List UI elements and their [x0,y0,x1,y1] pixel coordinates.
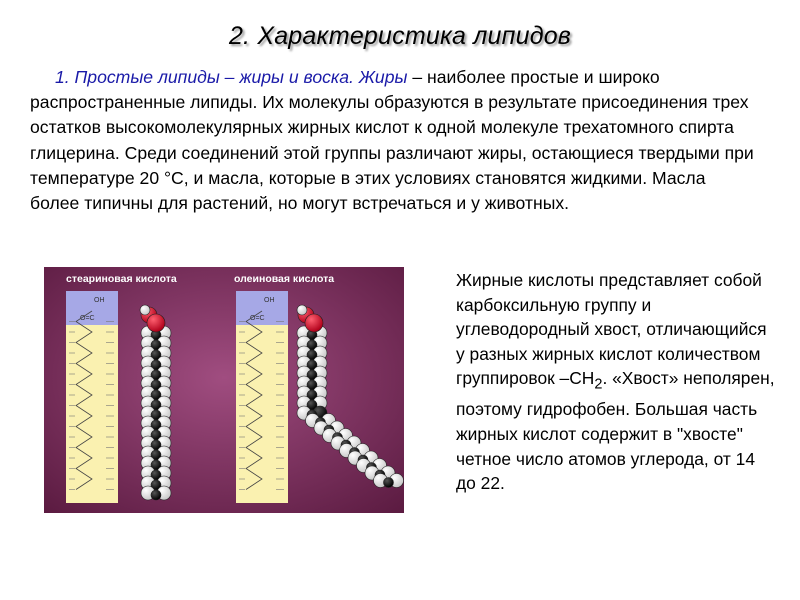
intro-paragraph [30,65,755,216]
hydrogen-atom [140,305,150,315]
oxygen-atom [147,314,165,332]
oxygen-atom [305,314,323,332]
oleic-chain-panel [236,325,288,503]
oleic-oh-label: OH [264,297,275,304]
description-text-1: Жирные кислоты представляет собой карбоксильную группу и углеводородный хвост, отличающийся у разных жирных кислот количеством группировок –CH [456,270,767,389]
fatty-acids-description [456,268,778,496]
hydrogen-atom [297,305,307,315]
description-text-2: . «Хвост» неполярен, поэтому гидрофобен. Большая часть жирных кислот содержит в "хвосте" четное число атомов углерода, от 14 до 22. [456,368,775,494]
oleic-formula [236,291,288,503]
fatty-acids-illustration [44,267,404,513]
description-subscript: 2 [594,376,603,393]
intro-heading: 1. Простые липиды – жиры и воска. [55,67,354,87]
stearic-chain-panel [66,325,118,503]
stearic-oh-label: OH [94,297,105,304]
intro-term: Жиры [358,67,408,87]
intro-body: – наиболее простые и широко распространенные липиды. Их молекулы образуются в результате присоединения трех остатков высокомолекулярных жирных кислот к одной молекуле трехатомного спирта глицерина. Среди соединений этой группы различают жиры, остающиеся твердыми при температуре 20 °С, и масла, которые в этих условиях становятся жидкими. Масла более типичны для растений, но могут встречаться и у животных. [30,67,754,214]
stearic-space-filling-model [140,305,171,500]
oleic-label: олеиновая кислота [234,273,335,285]
oleic-carboxyl-label: O=C [250,315,265,322]
carbon-atom [384,478,394,488]
stearic-carboxyl-label: O=C [80,315,95,322]
fatty-acids-figure [44,267,404,513]
stearic-label: стеариновая кислота [66,273,177,285]
slide-title: 2. Характеристика липидов [228,22,572,50]
carbon-atom [151,490,161,500]
stearic-formula [66,291,118,503]
